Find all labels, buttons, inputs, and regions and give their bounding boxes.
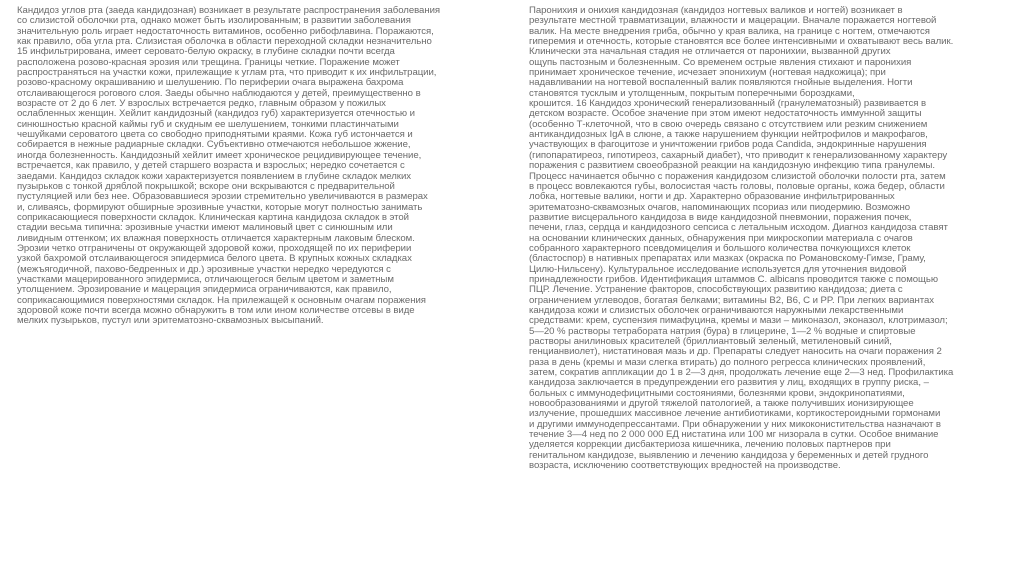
text-line: в процесс вовлекаются губы, волосистая часть головы, половые органы, кожа бедер, области: [529, 181, 945, 192]
text-line: отслаивающегося рогового слоя. Заеды обычно наблюдаются у детей, преимущественно в: [17, 88, 421, 99]
text-line: кандидоза заключается в предупреждении его развития у лиц, входящих в группу риска, –: [529, 378, 929, 389]
text-line: (межъягодичной, пахово-бедренных и др.) эрозивные участки нередко чередуются с: [17, 264, 391, 275]
text-line: Кандидоз углов рта (заеда кандидозная) возникает в результате распространения заболевания: [17, 6, 441, 16]
text-line: кандидоза кожи и слизистых оболочек ограничиваются наружными лекарственными: [529, 305, 904, 316]
text-line: пустуляцией или без нее. Образовавшиеся эрозии стремительно увеличиваются в размерах: [17, 192, 428, 203]
text-line: узкой бахромой отслаивающегося эпидермиса белого цвета. В крупных кожных складках: [17, 254, 412, 265]
text-line: здоровой коже почти всегда можно обнаружить в том или ином количестве отсевы в виде: [17, 305, 415, 316]
text-line: Эрозии четко отграничены от окружающей здоровой кожи, проходящей по их периферии: [17, 243, 412, 254]
text-line: мелких пузырьков, пустул или эритематозно-сквамозных высыпаний.: [17, 316, 324, 327]
text-line: ограничением углеводов, богатая белками; витамины B2, B6, C и PP. При легких вариантах: [529, 295, 935, 306]
text-line: со слизистой оболочки рта, однако может быть изолированным; в развитии заболевания: [17, 16, 411, 27]
text-line: иногда болезненность. Кандидозный хейлит имеет хроническое рецидивирующее течение,: [17, 150, 422, 161]
text-line: Цилю-Нильсену). Культуральное исследование используется для уточнения видовой: [529, 264, 907, 275]
text-line: Процесс начинается обычно с поражения кандидозом слизистой оболочки полости рта, затем: [529, 171, 946, 182]
text-line: возрасте от 2 до 6 лет. У взрослых встречается редко, главным образом у пожилых: [17, 99, 386, 110]
text-line: эритематозно-сквамозных очагов, напоминающих псориаз или пиодермию. Возможно: [529, 202, 910, 213]
text-line: развитие висцерального кандидоза в виде кандидозной пневмонии, поражения почек,: [529, 212, 912, 223]
text-line: участками мацерированного эпидермиса, отличающегося белым цветом и заметным: [17, 274, 394, 285]
text-line: ливидным оттенком; их влажная поверхность отличается характерным лаковым блеском.: [17, 233, 415, 244]
text-line: крошится. 16 Кандидоз хронический генерализованный (гранулематозный) развивается в: [529, 99, 927, 110]
text-line: результате местной травматизации, влажности и мацерации. Вначале поражается ногтевой: [529, 16, 937, 27]
text-line: антикандидозных IgA в слюне, а также нарушением функции нейтрофилов и макрофагов,: [529, 130, 928, 141]
text-line: собранного характерного псевдомицелия и большого количества почкующихся клеток: [529, 243, 911, 254]
text-line: затем, сократив аппликации до 1 в 2—3 дня, продолжать лечение еще 2—3 нед. Профилактика: [529, 368, 954, 379]
text-line: собирается в нежные радиарные складки. Субъективно отмечаются небольшое жжение,: [17, 140, 411, 151]
text-line: (бластоспор) в нативных препаратах или мазках (окраска по Романовскому-Гимзе, Граму,: [529, 254, 926, 265]
text-line: распространяться на участки кожи, прилежащие к углам рта, что приводит к их инфильтрации,: [17, 68, 437, 79]
text-line: новообразованиями и другой тяжелой патологией, а также получивших ионизирующее: [529, 399, 914, 410]
text-line: возраста, исключению соответствующих вредностей на производстве.: [529, 461, 841, 472]
text-line: участвующих в фагоцитозе и уничтожении грибов рода Candida, эндокринные нарушения: [529, 140, 927, 151]
text-line: утолщением. Эрозирование и мацерация эпидермиса ограничиваются, как правило,: [17, 285, 392, 296]
text-line: становятся тусклым и утолщенным, покрытым поперечными бороздками,: [529, 88, 855, 99]
text-line: и, сливаясь, формируют обширные эрозивные участки, которые могут полностью занимать: [17, 202, 423, 213]
text-line: и другими иммунодепрессантами. При обнаружении у них микоконистительства назначают в: [529, 419, 941, 430]
text-line: 5—20 % растворы тетрабората натрия (бура) в глицерине, 1—2 % водные и спиртовые: [529, 326, 916, 337]
text-line: расположена розово-красная эрозия или трещина. Границы четкие. Поражение может: [17, 57, 400, 68]
text-line: на основании клинических данных, обнаружения при микроскопии материала с очагов: [529, 233, 913, 244]
text-line: встречается, как правило, у детей старшего возраста и взрослых; нередко сочетается с: [17, 161, 405, 172]
text-line: Клинически эта начальная стадия не отличается от паронихии, вызванной других: [529, 47, 891, 58]
text-line: генитальном кандидозе, выявлению и лечению кандидоза у беременных и детей грудного: [529, 450, 929, 461]
text-line: принадлежности грибов. Идентификация штаммов C. albicans проводится также с помощью: [529, 274, 938, 285]
text-line: синюшностью красной каймы губ и скудным ее шелушением, тонкими пластинчатыми: [17, 119, 399, 130]
left-text-column: [17, 6, 507, 327]
text-line: ослабленных женщин. Хейлит кандидозный (кандидоз губ) характеризуется отечностью и: [17, 109, 415, 120]
text-line: средствами: крем, суспензия пимафуцина, кремы и мази – миконазол, эконазол, клотримазол;: [529, 316, 948, 327]
text-line: соприкасающимися поверхностями складок. На прилежащей к основным очагам поражения: [17, 295, 426, 306]
right-text-column: [529, 6, 1009, 471]
text-line: Паронихия и онихия кандидозная (кандидоз ногтевых валиков и ногтей) возникает в: [529, 6, 903, 16]
text-line: детском возрасте. Особое значение при этом имеют недостаточность иммунной защиты: [529, 109, 922, 120]
text-line: лобка, ногтевые валики, ногти и др. Характерно образование инфильтрированных: [529, 192, 895, 203]
text-line: (особенно Т-клеточной, что в свою очередь связано с отсутствием или резким снижением: [529, 119, 928, 130]
text-line: ПЦР. Лечение. Устранение факторов, способствующих развитию кандидоза; диета с: [529, 285, 903, 296]
text-line: пузырьков с тонкой дряблой покрышкой; вскоре они вскрываются с предварительной: [17, 181, 395, 192]
text-line: как правило, оба угла рта. Слизистая оболочка в области переходной складки незначительно: [17, 37, 432, 48]
text-line: больных с иммунодефицитными состояниями, болезнями крови, эндокринопатиями,: [529, 388, 905, 399]
text-line: излучение, прошедших массивное лечение антибиотиками, кортикостероидными гормонами: [529, 409, 941, 420]
text-line: розово-красному окрашиванию и шелушению. По периферии очага выражена бахрома: [17, 78, 404, 89]
text-line: уделяется коррекции дисбактериоза кишечника, лечению половых партнеров при: [529, 440, 891, 451]
text-line: значительную роль играет недостаточность витаминов, особенно рибофлавина. Поражаются,: [17, 26, 434, 37]
text-line: растворы анилиновых красителей (бриллиантовый зеленый, метиленовый синий,: [529, 337, 892, 347]
text-line: надавливании на ногтевой воспаленный валик появляются гнойные выделения. Ногти: [529, 78, 913, 89]
text-line: соприкасающиеся поверхности складок. Клиническая картина кандидоза складок в этой: [17, 212, 409, 223]
text-line: раза в день (кремы и мази слегка втирать) до полного регресса клинических проявлений,: [529, 357, 926, 368]
text-line: гиперемия и отечность, которые становятся все более интенсивными и охватывают весь валик.: [529, 37, 954, 48]
text-line: 15 инфильтрирована, имеет серовато-белую окраску, в глубине складки почти всегда: [17, 47, 395, 58]
text-line: печени, глаз, сердца и кандидозного сепсиса с летальным исходом. Диагноз кандидоза ставят: [529, 223, 948, 234]
text-line: ощупь пастозным и болезненным. Со временем острые явления стихают и паронихия: [529, 57, 912, 68]
text-line: течение 3—4 нед по 2 000 000 ЕД нистатина или 100 мг низорала в сутки. Особое внимание: [529, 430, 939, 441]
text-line: поражения с развитием своеобразной реакции на кандидозную инфекцию типа гранулемы.: [529, 161, 935, 172]
text-line: стадии весьма типична: эрозивные участки имеют малиновый цвет с синюшным или: [17, 223, 393, 234]
text-line: заедами. Кандидоз складок кожи характеризуется появлением в глубине складок мелких: [17, 171, 412, 182]
text-line: (гипопаратиреоз, гипотиреоз, сахарный диабет), что приводит к генерализованному характеру: [529, 150, 948, 161]
text-line: чешуйками сероватого цвета со свободно приподнятыми краями. Кожа губ истончается и: [17, 130, 413, 141]
text-line: генцианвиолет), нистатиновая мазь и др. Препараты следует наносить на очаги поражения 2: [529, 347, 942, 358]
text-line: валик. На месте внедрения гриба, обычно у края валика, на границе с ногтем, отмечаются: [529, 26, 930, 37]
text-line: принимает хроническое течение, исчезает эпонихиум (ногтевая надкожица); при: [529, 68, 886, 79]
